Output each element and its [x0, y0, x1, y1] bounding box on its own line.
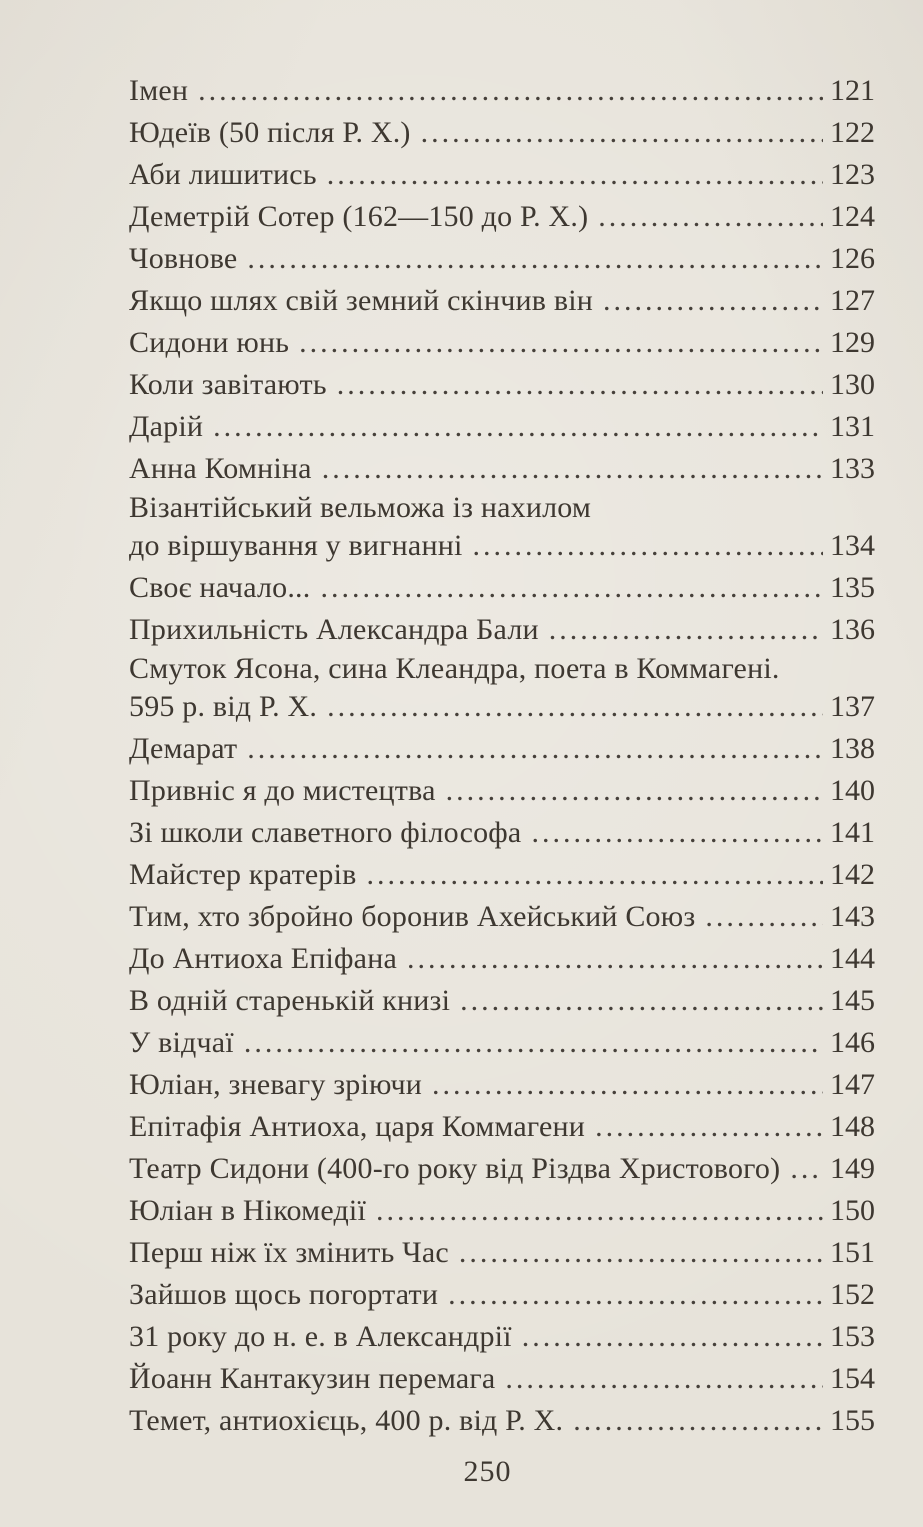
toc-entry-title: Юліан в Нікомедії [129, 1194, 366, 1227]
toc-entry [129, 70, 875, 112]
toc-entry-title: Йоанн Кантакузин перемага [129, 1362, 496, 1395]
toc-entry-title: У відчаї [129, 1026, 234, 1059]
toc-entry [129, 1274, 875, 1316]
toc-entry-title: Дарій [129, 410, 204, 443]
toc-entry-page: 130 [830, 368, 875, 401]
toc-entry-title: Коли завітають [129, 368, 327, 401]
toc-entry-page: 143 [830, 900, 875, 933]
toc-entry [129, 322, 875, 364]
toc-entry-wrap-line [129, 651, 875, 686]
toc-entry-page: 155 [830, 1404, 875, 1437]
dot-leader [505, 1358, 823, 1400]
toc-entry-title: Якщо шлях свій земний скінчив він [129, 284, 593, 317]
toc-entry-title: Анна Комніна [129, 452, 312, 485]
toc-entry-page: 122 [830, 116, 875, 149]
toc-entry [129, 1022, 875, 1064]
dot-leader [459, 1232, 823, 1274]
dot-leader [407, 938, 823, 980]
dot-leader [376, 1190, 823, 1232]
toc-entry [129, 1316, 875, 1358]
toc-entry-title: 31 року до н. е. в Александрії [129, 1320, 512, 1353]
dot-leader [421, 112, 823, 154]
toc-entry-title: Темет, антиохієць, 400 р. від Р. Х. [129, 1404, 564, 1437]
toc-entry-page: 126 [830, 242, 875, 275]
toc-entry-title: Юліан, зневагу зріючи [129, 1068, 423, 1101]
toc-entry-title: 595 р. від Р. Х. [129, 690, 318, 723]
toc-entry [129, 406, 875, 448]
toc-entry-title: Перш ніж їх змінить Час [129, 1236, 449, 1269]
dot-leader [790, 1148, 823, 1190]
dot-leader [367, 854, 823, 896]
toc-entry-title: Зі школи славетного філософа [129, 816, 522, 849]
toc-entry-page: 124 [830, 200, 875, 233]
toc-entry-title: Привніс я до мистецтва [129, 774, 436, 807]
toc-entry-page: 152 [830, 1278, 875, 1311]
toc-entry-title: Аби лишитись [129, 158, 317, 191]
toc-entry-page: 121 [830, 74, 875, 107]
dot-leader [448, 1274, 823, 1316]
toc-entry [129, 1148, 875, 1190]
toc-entry-page: 151 [830, 1236, 875, 1269]
page-number: 250 [463, 1455, 512, 1488]
toc-entry [129, 112, 875, 154]
dot-leader [531, 812, 823, 854]
toc-entry [129, 1190, 875, 1232]
toc-entry [129, 728, 875, 770]
dot-leader [460, 980, 823, 1022]
toc-entry [129, 567, 875, 609]
toc-entry [129, 812, 875, 854]
toc-entry-page: 123 [830, 158, 875, 191]
toc-entry [129, 980, 875, 1022]
toc-entry [129, 896, 875, 938]
toc-entry [129, 854, 875, 896]
dot-leader [322, 448, 823, 490]
toc-entry [129, 1106, 875, 1148]
toc-entry [129, 1232, 875, 1274]
toc-entry-page: 131 [830, 410, 875, 443]
toc-entry-page: 150 [830, 1194, 875, 1227]
toc-entry-title: Юдеїв (50 після Р. Х.) [129, 116, 411, 149]
toc-entry-page: 127 [830, 284, 875, 317]
toc-entry-title: Епітафія Антиоха, царя Коммагени [129, 1110, 586, 1143]
toc-entry [129, 1400, 875, 1442]
toc-entry-title: Візантійський вельможа із нахилом [129, 491, 592, 524]
toc-entry-title: Прихильність Александра Бали [129, 613, 539, 646]
toc-entry [129, 770, 875, 812]
toc-entry-page: 141 [830, 816, 875, 849]
toc-entry-page: 129 [830, 326, 875, 359]
toc-entry-title: Театр Сидони (400-го року від Різдва Христового) [129, 1152, 781, 1185]
toc-entry-page: 138 [830, 732, 875, 765]
dot-leader [446, 770, 823, 812]
dot-leader [320, 567, 823, 609]
toc-entry-title: Деметрій Сотер (162—150 до Р. Х.) [129, 200, 589, 233]
toc-entry [129, 609, 875, 651]
toc-entry [129, 938, 875, 980]
toc-entry-title: Сидони юнь [129, 326, 290, 359]
toc-entry-page: 149 [830, 1152, 875, 1185]
dot-leader [327, 154, 823, 196]
dot-leader [432, 1064, 823, 1106]
dot-leader [327, 686, 823, 728]
dot-leader [244, 1022, 823, 1064]
toc-entry-page: 137 [830, 690, 875, 723]
toc-entry-page: 133 [830, 452, 875, 485]
dot-leader [705, 896, 823, 938]
toc-entry-page: 147 [830, 1068, 875, 1101]
toc-entry [129, 448, 875, 490]
toc-entry-page: 146 [830, 1026, 875, 1059]
dot-leader [299, 322, 823, 364]
toc-entry [129, 525, 875, 567]
toc-entry-title: В одній старенькій книзі [129, 984, 451, 1017]
toc-entry-title: Тим, хто збройно боронив Ахейський Союз [129, 900, 696, 933]
toc-entry [129, 364, 875, 406]
toc-entry-page: 135 [830, 571, 875, 604]
toc-entry-page: 142 [830, 858, 875, 891]
toc-entry-title: До Антиоха Епіфана [129, 942, 397, 975]
toc-entry-title: до віршування у вигнанні [129, 529, 463, 562]
toc-entry [129, 1358, 875, 1400]
dot-leader [595, 1106, 823, 1148]
toc-entry-title: Імен [129, 74, 189, 107]
toc-entry [129, 686, 875, 728]
toc-entry [129, 196, 875, 238]
dot-leader [522, 1316, 823, 1358]
toc-entry-page: 136 [830, 613, 875, 646]
dot-leader [213, 406, 823, 448]
toc-entry-wrap-line [129, 490, 875, 525]
toc-entry-page: 153 [830, 1320, 875, 1353]
toc-entry [129, 1064, 875, 1106]
dot-leader [337, 364, 823, 406]
toc-entry [129, 280, 875, 322]
dot-leader [198, 70, 823, 112]
toc-entry [129, 238, 875, 280]
toc-entry-page: 134 [830, 529, 875, 562]
toc-entry-title: Зайшов щось погортати [129, 1278, 439, 1311]
toc-entry-page: 154 [830, 1362, 875, 1395]
dot-leader [247, 238, 823, 280]
dot-leader [603, 280, 823, 322]
toc-entry-title: Човнове [129, 242, 238, 275]
dot-leader [573, 1400, 823, 1442]
dot-leader [247, 728, 823, 770]
toc-entry-title: Майстер кратерів [129, 858, 357, 891]
toc-entry-page: 144 [830, 942, 875, 975]
dot-leader [549, 609, 823, 651]
toc-entry-title: Своє начало... [129, 571, 311, 604]
dot-leader [473, 525, 824, 567]
toc-entry-page: 140 [830, 774, 875, 807]
toc-entry [129, 154, 875, 196]
dot-leader [598, 196, 823, 238]
toc-entry-title: Смуток Ясона, сина Клеандра, поета в Коммагені. [129, 652, 780, 685]
toc-entry-page: 145 [830, 984, 875, 1017]
toc-entry-page: 148 [830, 1110, 875, 1143]
toc-entry-title: Демарат [129, 732, 238, 765]
